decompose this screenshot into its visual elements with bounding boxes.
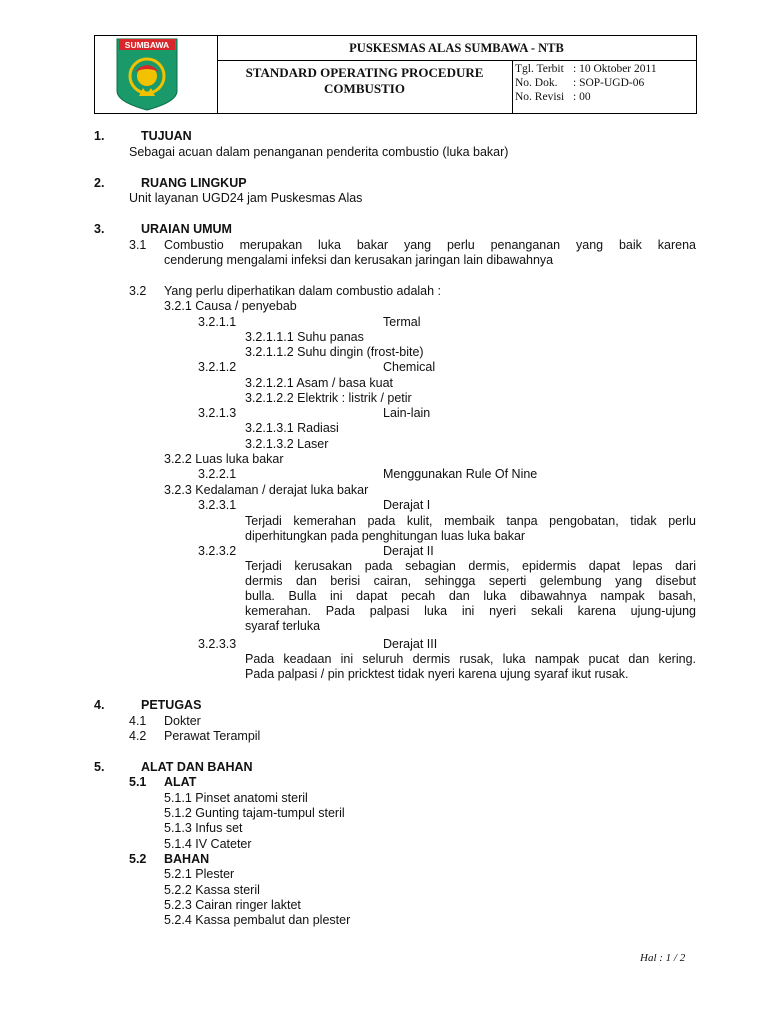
item-5-2-4: 5.2.4 Kassa pembalut dan plester [164, 913, 351, 927]
paragraph-line: Pada keadaan ini seluruh dermis rusak, luka nampak pucat dan kering. [245, 652, 696, 666]
item-3-2-1-2-2: 3.2.1.2.2 Elektrik : listrik / petir [245, 391, 412, 405]
section-3-title: URAIAN UMUM [141, 222, 232, 236]
item-3-2-2-1-text: Menggunakan Rule Of Nine [383, 467, 538, 481]
derajat-2-description [245, 559, 696, 634]
sop-title-line2: COMBUSTIO [324, 81, 405, 96]
item-5-1-4: 5.1.4 IV Cateter [164, 837, 252, 851]
paragraph-line: Pada palpasi / pin pricktest tidak nyeri karena ujung syaraf ikut rusak. [245, 667, 629, 681]
meta-key: Tgl. Terbit [515, 63, 564, 75]
meta-row-doc-number [515, 76, 696, 90]
meta-value: : 00 [573, 91, 591, 103]
meta-key: No. Revisi [515, 91, 565, 103]
section-1-title: TUJUAN [141, 129, 192, 143]
meta-value: : SOP-UGD-06 [573, 77, 645, 89]
item-3-2-1: 3.2.1 Causa / penyebab [164, 299, 297, 313]
item-5-1-title: ALAT [164, 775, 197, 789]
item-5-1-1: 5.1.1 Pinset anatomi steril [164, 791, 308, 805]
item-3-2-1-1-number: 3.2.1.1 [198, 315, 237, 329]
section-4-number: 4. [94, 698, 105, 712]
section-3-number: 3. [94, 222, 105, 236]
section-5-title: ALAT DAN BAHAN [141, 760, 253, 774]
item-3-2-number: 3.2 [129, 284, 147, 298]
item-5-2-3: 5.2.3 Cairan ringer laktet [164, 898, 301, 912]
meta-key: No. Dok. [515, 77, 558, 89]
item-5-2-2: 5.2.2 Kassa steril [164, 883, 260, 897]
sumbawa-emblem-logo [95, 36, 217, 113]
paragraph-line: cenderung mengalami infeksi dan kerusakan jaringan lain dibawahnya [164, 253, 554, 267]
item-3-2-1-2-number: 3.2.1.2 [198, 360, 237, 374]
page-number: Hal : 1 / 2 [640, 952, 686, 964]
item-3-2-1-2-text: Chemical [383, 360, 436, 374]
paragraph-line: Terjadi kerusakan pada sebagian dermis, epidermis dapat lepas dari [245, 559, 696, 573]
item-3-2-3-2-number: 3.2.3.2 [198, 544, 237, 558]
item-3-2-text: Yang perlu diperhatikan dalam combustio adalah : [164, 284, 442, 298]
item-3-2-1-1-2: 3.2.1.1.2 Suhu dingin (frost-bite) [245, 345, 424, 359]
paragraph-line: syaraf terluka [245, 619, 321, 633]
item-3-2-3-3-number: 3.2.3.3 [198, 637, 237, 651]
item-4-1-number: 4.1 [129, 714, 147, 728]
item-3-2-1-1-text: Termal [383, 315, 421, 329]
paragraph-line: Terjadi kemerahan pada kulit, membaik tanpa pengobatan, tidak perlu [245, 514, 696, 528]
sop-title [217, 60, 513, 113]
paragraph-line: kemerahan. Pada palpasi luka ini nyeri sekali karena ujung-ujung [245, 604, 696, 618]
section-2-title: RUANG LINGKUP [141, 176, 247, 190]
document-header [94, 35, 697, 114]
item-3-2-3: 3.2.3 Kedalaman / derajat luka bakar [164, 483, 369, 497]
paragraph-line: diperhitungkan pada penghitungan luas luka bakar [245, 529, 526, 543]
paragraph-line: Combustio merupakan luka bakar yang perlu penanganan yang baik karena [164, 238, 696, 252]
meta-value: : 10 Oktober 2011 [573, 63, 657, 75]
item-3-2-2-1-number: 3.2.2.1 [198, 467, 237, 481]
item-3-1-number: 3.1 [129, 238, 147, 252]
item-3-2-1-3-1: 3.2.1.3.1 Radiasi [245, 421, 339, 435]
item-3-2-2: 3.2.2 Luas luka bakar [164, 452, 284, 466]
item-3-2-1-1-1: 3.2.1.1.1 Suhu panas [245, 330, 364, 344]
item-5-1-2: 5.1.2 Gunting tajam-tumpul steril [164, 806, 345, 820]
paragraph-line: dermis dan berisi cairan, sehingga seperti gelembung yang disebut [245, 574, 696, 588]
item-3-2-3-2-text: Derajat II [383, 544, 434, 558]
logo-cell [95, 36, 218, 113]
meta-row-revision [515, 90, 696, 104]
section-2-number: 2. [94, 176, 105, 190]
item-3-2-3-1-number: 3.2.3.1 [198, 498, 237, 512]
item-5-2-1: 5.2.1 Plester [164, 867, 235, 881]
item-3-2-1-3-text: Lain-lain [383, 406, 431, 420]
section-2-text: Unit layanan UGD24 jam Puskesmas Alas [129, 191, 363, 205]
paragraph-line: bulla. Bulla ini dapat pecah dan luka dibawahnya nampak basah, [245, 589, 696, 603]
meta-row-issue-date [515, 62, 696, 76]
organization-name: PUSKESMAS ALAS SUMBAWA - NTB [217, 36, 696, 61]
document-meta [513, 60, 696, 113]
item-3-2-1-3-2: 3.2.1.3.2 Laser [245, 437, 329, 451]
svg-text:SUMBAWA: SUMBAWA [124, 40, 170, 50]
section-1-number: 1. [94, 129, 105, 143]
item-5-1-number: 5.1 [129, 775, 147, 789]
item-3-2-1-3-number: 3.2.1.3 [198, 406, 237, 420]
item-4-2-text: Perawat Terampil [164, 729, 261, 743]
section-4-title: PETUGAS [141, 698, 202, 712]
item-3-2-3-1-text: Derajat I [383, 498, 431, 512]
item-3-2-1-2-1: 3.2.1.2.1 Asam / basa kuat [245, 376, 394, 390]
derajat-1-description [245, 514, 696, 544]
derajat-3-description [245, 652, 696, 682]
item-3-1-paragraph [164, 238, 696, 268]
item-3-2-3-3-text: Derajat III [383, 637, 438, 651]
item-5-1-3: 5.1.3 Infus set [164, 821, 243, 835]
item-5-2-title: BAHAN [164, 852, 210, 866]
section-5-number: 5. [94, 760, 105, 774]
sop-title-line1: STANDARD OPERATING PROCEDURE [245, 65, 484, 80]
item-5-2-number: 5.2 [129, 852, 147, 866]
item-4-2-number: 4.2 [129, 729, 147, 743]
section-1-text: Sebagai acuan dalam penanganan penderita combustio (luka bakar) [129, 145, 509, 159]
item-4-1-text: Dokter [164, 714, 201, 728]
